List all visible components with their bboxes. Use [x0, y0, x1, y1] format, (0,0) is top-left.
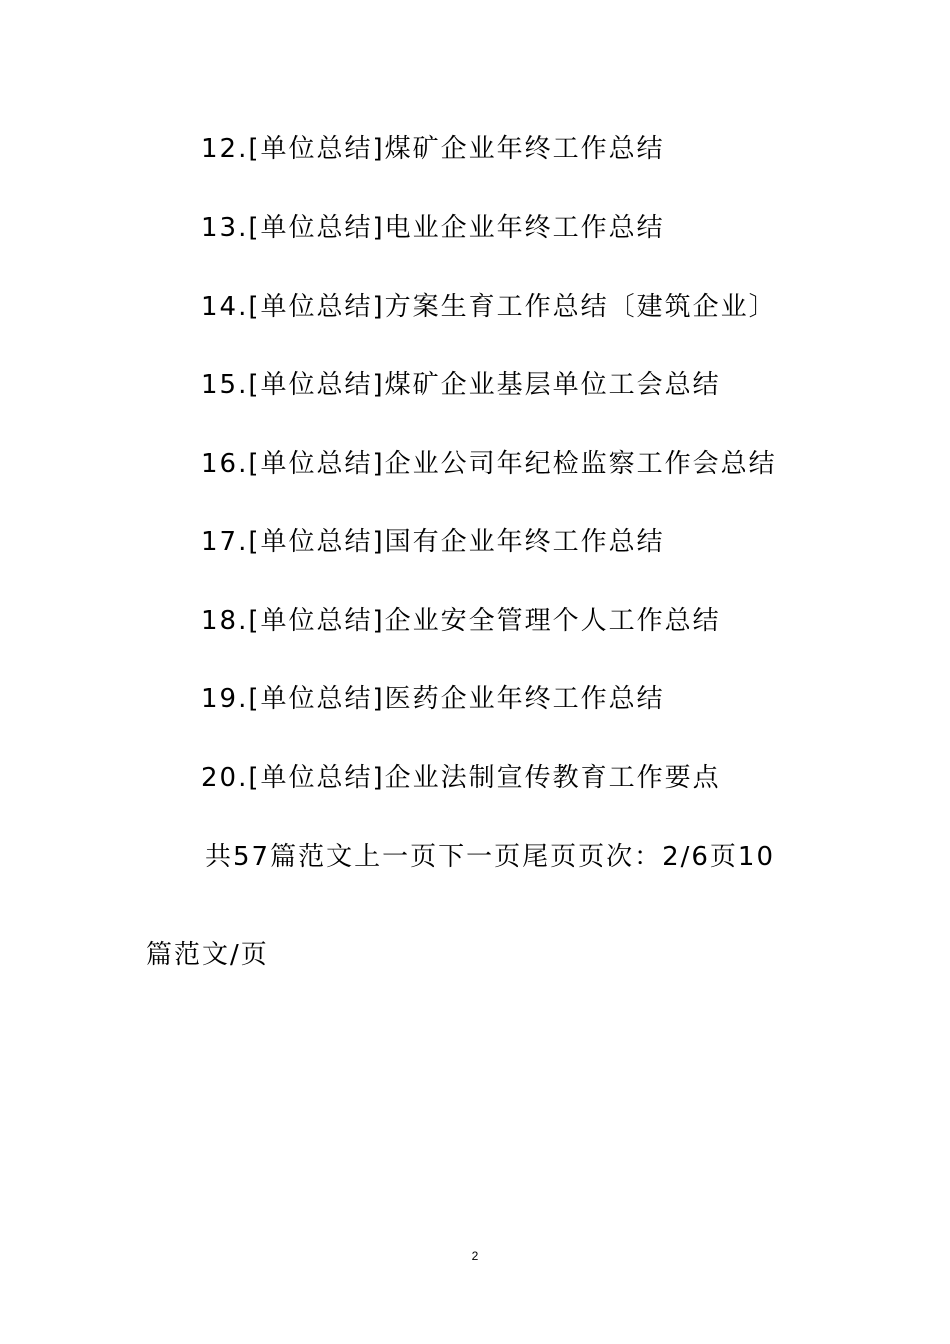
list-item[interactable] [201, 211, 665, 245]
list-item[interactable] [201, 682, 665, 716]
item-number: 16. [201, 449, 249, 479]
list-item[interactable] [201, 290, 777, 324]
item-number: 17. [201, 527, 249, 557]
list-item[interactable] [201, 368, 721, 402]
item-number: 13. [201, 213, 249, 243]
item-number: 20. [201, 763, 249, 793]
item-number: 19. [201, 684, 249, 714]
item-text: [单位总结]电业企业年终工作总结 [248, 213, 665, 243]
item-text: [单位总结]煤矿企业基层单位工会总结 [248, 370, 721, 400]
item-text: [单位总结]企业公司年纪检监察工作会总结 [248, 449, 777, 479]
item-text: [单位总结]方案生育工作总结〔建筑企业〕 [248, 292, 777, 322]
item-text: [单位总结]企业法制宣传教育工作要点 [248, 763, 721, 793]
item-text: [单位总结]煤矿企业年终工作总结 [248, 134, 665, 164]
list-item[interactable] [201, 604, 721, 638]
pagination-text: 共57篇范文上一页下一页尾页页次：2/6页10 [205, 842, 776, 872]
item-text: [单位总结]企业安全管理个人工作总结 [248, 606, 721, 636]
list-item[interactable] [201, 761, 721, 795]
page-number: 2 [471, 1249, 479, 1263]
item-number: 14. [201, 292, 249, 322]
list-item[interactable] [201, 525, 665, 559]
item-number: 15. [201, 370, 249, 400]
item-number: 12. [201, 134, 249, 164]
item-text: [单位总结]国有企业年终工作总结 [248, 527, 665, 557]
item-number: 18. [201, 606, 249, 636]
item-text: [单位总结]医药企业年终工作总结 [248, 684, 665, 714]
pagination-text-continued: 篇范文/页 [146, 940, 269, 970]
list-item[interactable] [201, 132, 665, 166]
list-item[interactable] [201, 447, 777, 481]
